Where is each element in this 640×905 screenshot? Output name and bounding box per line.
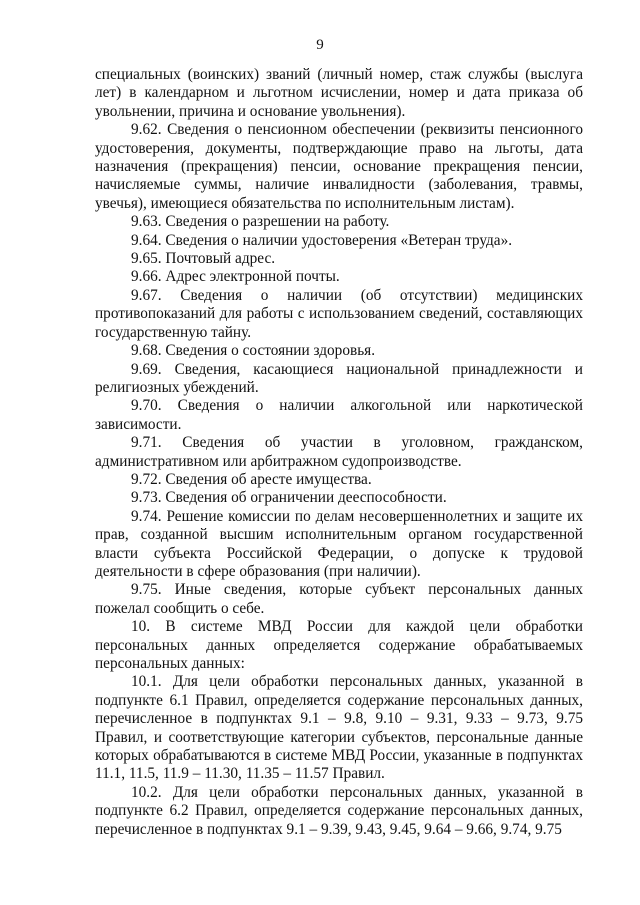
paragraph-10-1: 10.1. Для цели обработки персональных данных, указанной в подпункте 6.1 Правил, определяется содержание персональных данных, перечисленное в подпунктах 9.1 – 9.8, 9.10 – 9.31, 9.33 – 9.73, 9.75 Правил, и соответствующие категории субъектов, персональные данные которых обрабатываются в системе МВД России, указанные в подпунктах 11.1, 11.5, 11.9 – 11.30, 11.35 – 11.57 Правил. xyxy=(95,673,583,783)
paragraph-9-72: 9.72. Сведения об аресте имущества. xyxy=(131,470,372,488)
document-body xyxy=(95,66,583,839)
paragraph-9-63: 9.63. Сведения о разрешении на работу. xyxy=(131,213,390,231)
paragraph-continuation: специальных (воинских) званий (личный номер, стаж службы (выслуга лет) в календарном и льготном исчислении, номер и дата приказа об увольнении, причина и основание увольнения). xyxy=(95,66,583,120)
paragraph-9-65: 9.65. Почтовый адрес. xyxy=(131,250,276,268)
paragraph-9-75: 9.75. Иные сведения, которые субъект персональных данных пожелал сообщить о себе. xyxy=(95,581,583,617)
paragraph-9-74: 9.74. Решение комиссии по делам несовершеннолетних и защите их прав, созданной высшим исполнительным органом государственной власти субъекта Российской Федерации, о допуске к трудовой деятельности в сфере образования (при наличии). xyxy=(95,507,583,580)
paragraph-9-66: 9.66. Адрес электронной почты. xyxy=(131,268,340,286)
paragraph-10-2: 10.2. Для цели обработки персональных данных, указанной в подпункте 6.2 Правил, определяется содержание персональных данных, перечисленное в подпунктах 9.1 – 9.39, 9.43, 9.45, 9.64 – 9.66, 9.74, 9.75 xyxy=(95,783,583,838)
paragraph-9-69: 9.69. Сведения, касающиеся национальной принадлежности и религиозных убеждений. xyxy=(95,360,583,396)
paragraph-9-73: 9.73. Сведения об ограничении дееспособности. xyxy=(131,489,447,507)
paragraph-9-71: 9.71. Сведения об участии в уголовном, гражданском, административном или арбитражном судопроизводстве. xyxy=(95,434,583,470)
paragraph-9-70: 9.70. Сведения о наличии алкогольной или наркотической зависимости. xyxy=(95,397,583,433)
page-number: 9 xyxy=(316,37,324,53)
paragraph-9-64: 9.64. Сведения о наличии удостоверения «Ветеран труда». xyxy=(131,231,513,249)
paragraph-10: 10. В системе МВД России для каждой цели обработки персональных данных определяется содержание обрабатываемых персональных данных: xyxy=(95,618,583,672)
paragraph-9-62: 9.62. Сведения о пенсионном обеспечении (реквизиты пенсионного удостоверения, документы, подтверждающие право на льготы, дата назначения (прекращения) пенсии, основание прекращения пенсии, начисляемые суммы, наличие инвалидности (заболевания, травмы, увечья), имеющиеся обязательства по исполнительным листам). xyxy=(95,121,583,212)
paragraph-9-68: 9.68. Сведения о состоянии здоровья. xyxy=(131,342,376,360)
paragraph-9-67: 9.67. Сведения о наличии (об отсутствии) медицинских противопоказаний для работы с использованием сведений, составляющих государственную тайну. xyxy=(95,286,583,341)
